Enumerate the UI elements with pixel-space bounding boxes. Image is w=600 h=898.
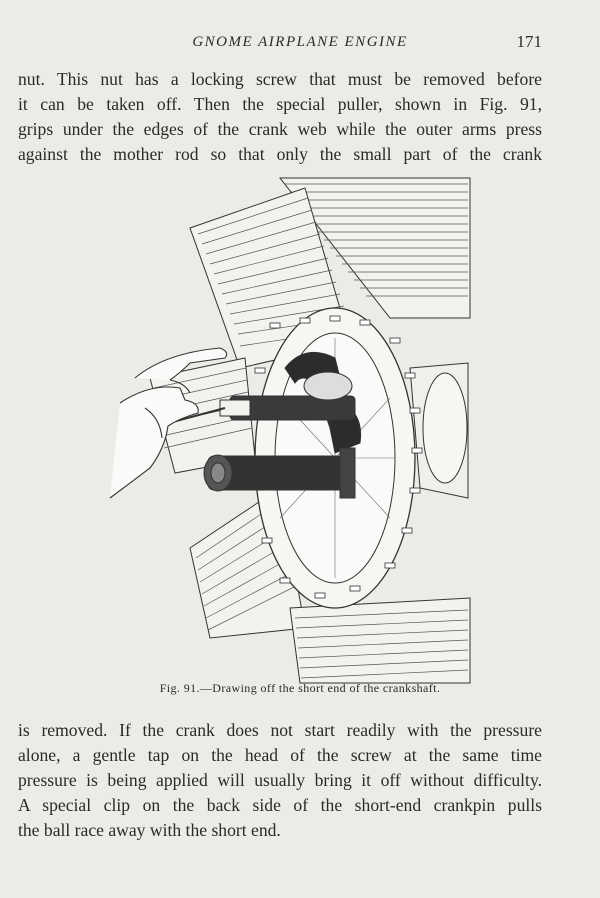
text-line: A special clip on the back side of the short-end crankpin pulls: [18, 795, 542, 815]
running-title: GNOME AIRPLANE ENGINE: [192, 34, 408, 50]
text-line: it can be taken off. Then the special puller, shown in Fig. 91,: [18, 94, 542, 114]
crankshaft-short-end: [204, 448, 355, 498]
running-head: [0, 34, 600, 56]
cylinder-right: [410, 363, 468, 498]
text-line: nut. This nut has a locking screw that must be removed before: [18, 69, 542, 89]
text-line: pressure is being applied will usually bring it off without difficulty.: [18, 770, 542, 790]
text-line: alone, a gentle tap on the head of the screw at the same time: [18, 745, 542, 765]
paragraph-top: [18, 67, 542, 167]
engine-illustration: [90, 168, 475, 686]
page-number: 171: [516, 32, 542, 51]
text-line: is removed. If the crank does not start readily with the pressure: [18, 720, 542, 740]
figure-caption: Fig. 91.—Drawing off the short end of the crankshaft.: [159, 681, 441, 695]
text-line: the ball race away with the short end.: [18, 820, 281, 840]
text-line: grips under the edges of the crank web while the outer arms press: [18, 119, 542, 139]
paragraph-bottom: [18, 718, 542, 843]
cylinder-bottom: [290, 598, 470, 683]
text-line: against the mother rod so that only the small part of the crank: [18, 144, 542, 164]
